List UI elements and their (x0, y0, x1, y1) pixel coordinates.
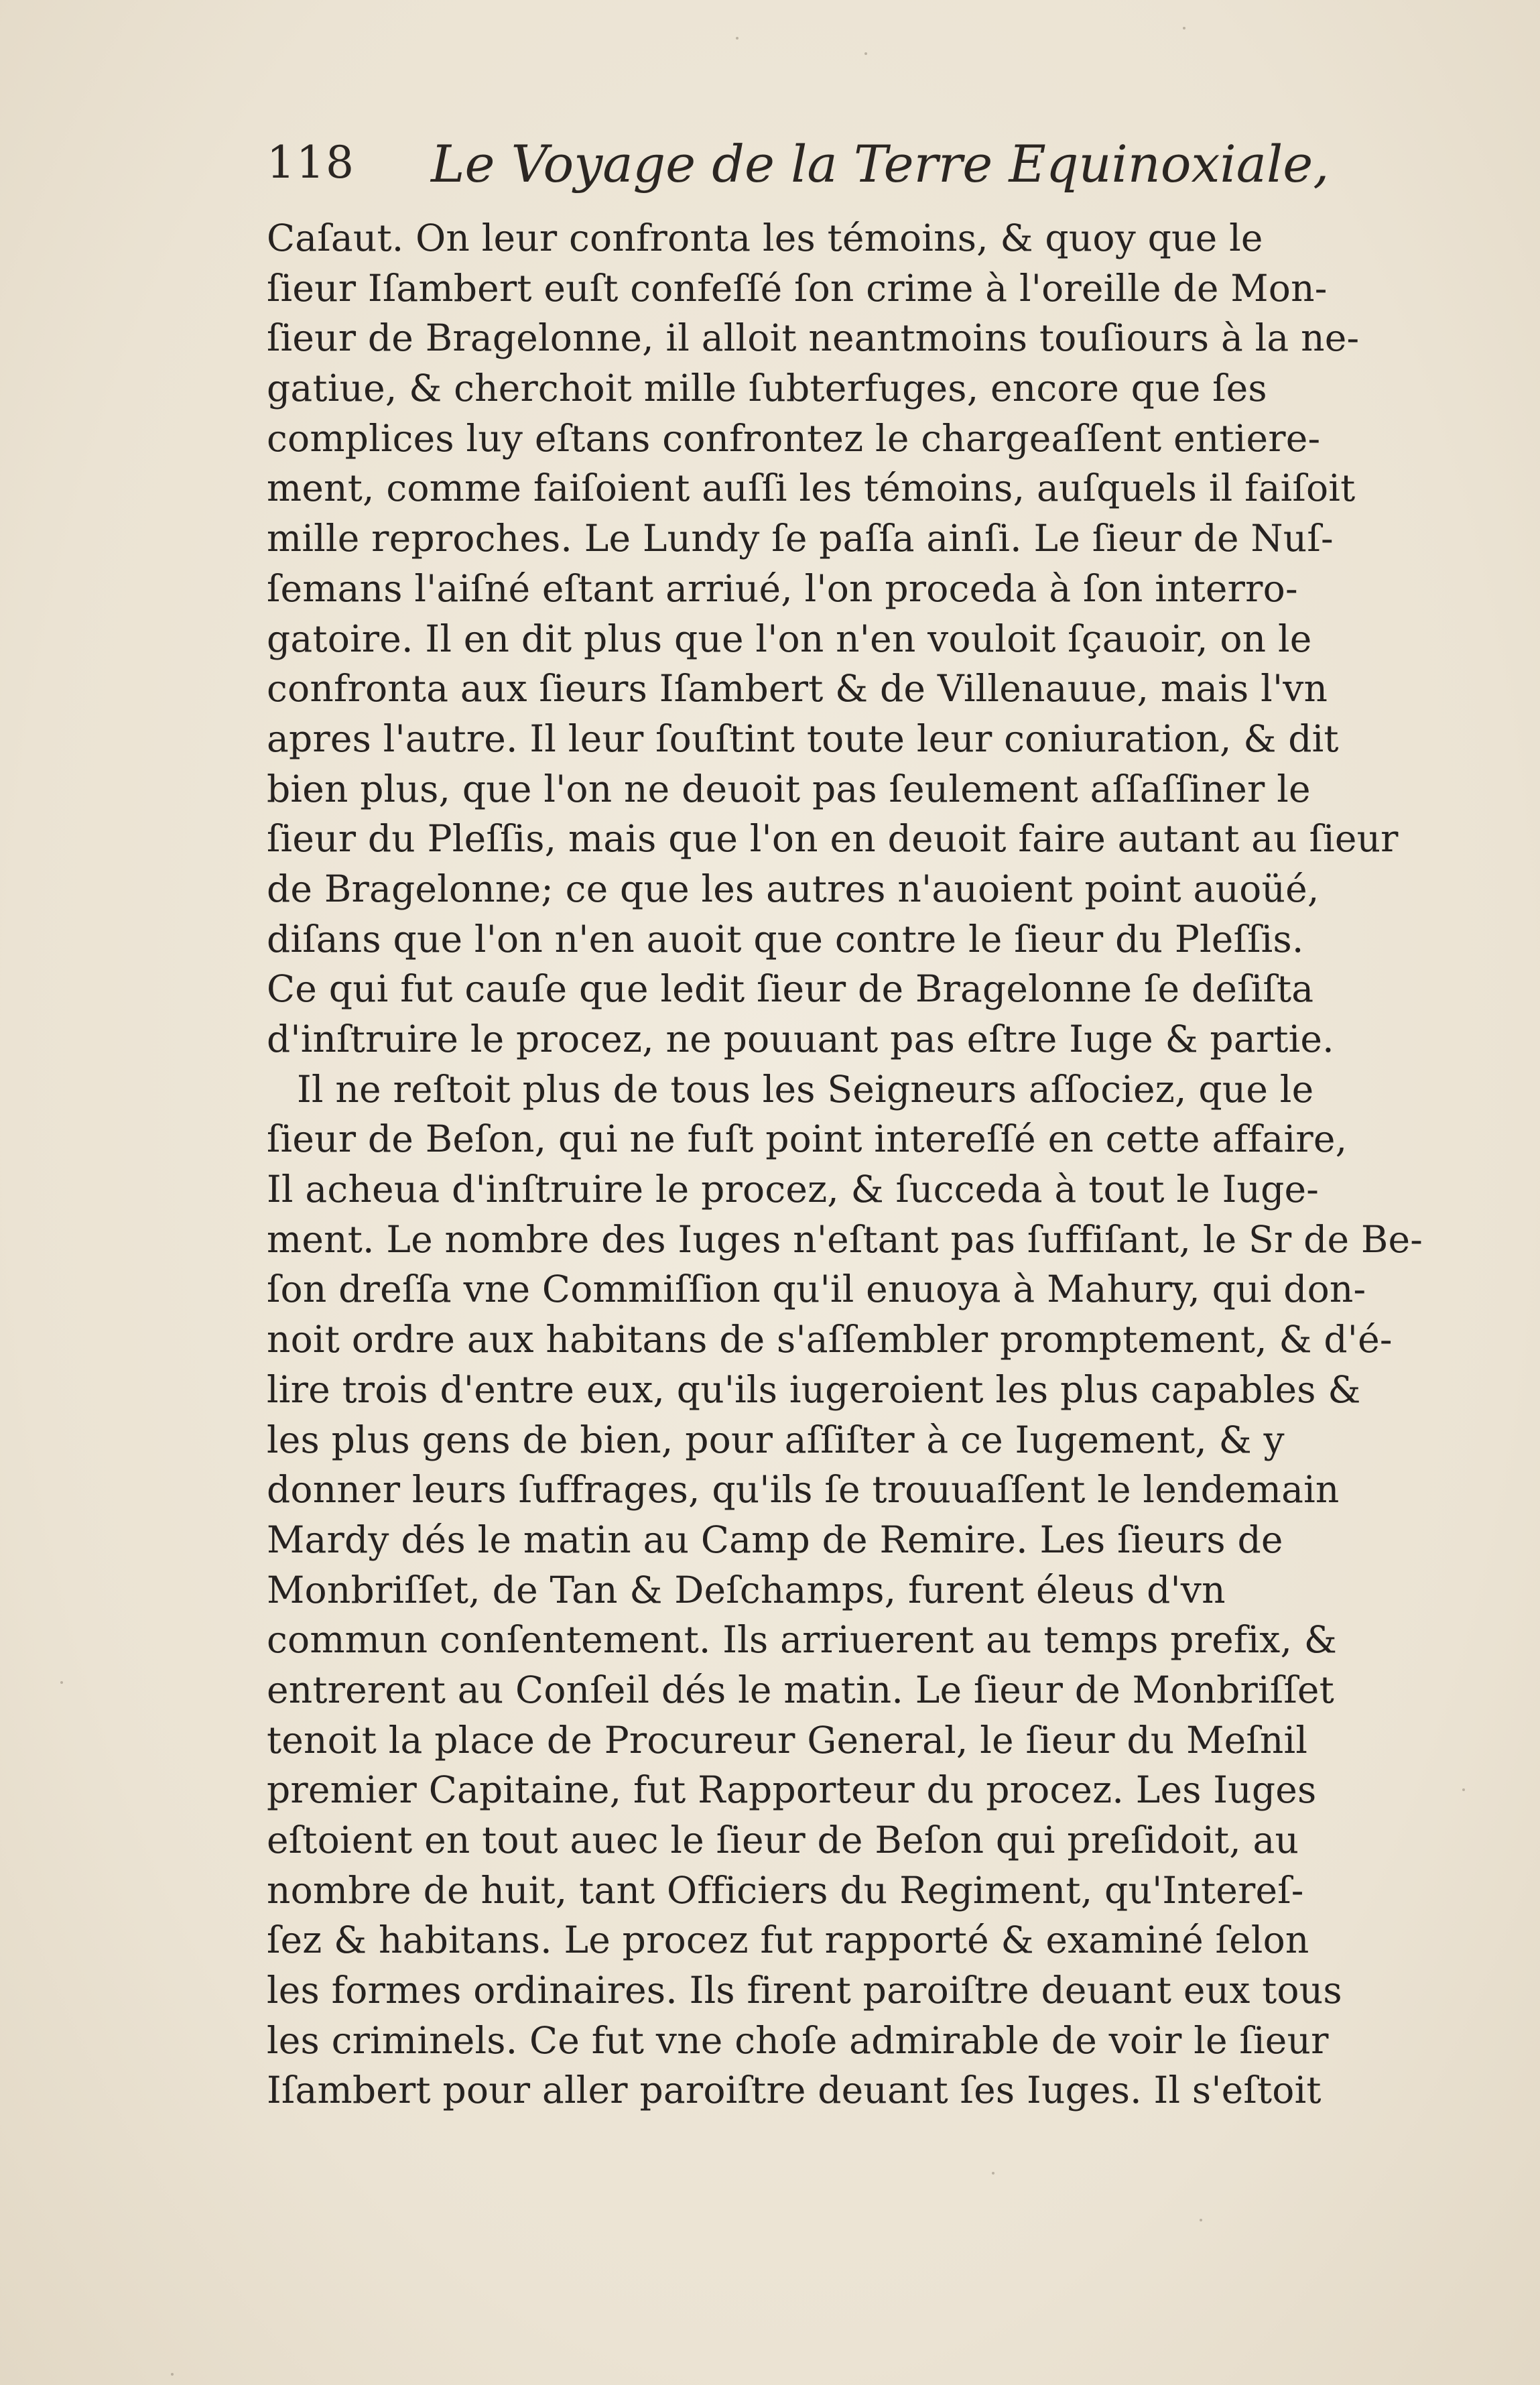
paper-speck (1462, 1788, 1465, 1791)
running-title: Le Voyage de la Terre Equinoxiale, (431, 134, 1330, 194)
text-line: Ce qui fut cauſe que ledit ſieur de Bragelonne ſe deſiſta (267, 967, 1314, 1011)
text-line: ſieur de Bragelonne, il alloit neantmoins touſiours à la ne- (267, 316, 1360, 360)
text-line: les criminels. Ce fut vne choſe admirable de voir le ſieur (267, 2018, 1329, 2062)
text-line: Mardy dés le matin au Camp de Remire. Les ſieurs de (267, 1518, 1283, 1561)
page-number: 118 (267, 137, 355, 188)
text-line: ſon dreſſa vne Commiſſion qu'il enuoya à Mahury, qui don- (267, 1268, 1366, 1311)
body-text (267, 213, 1433, 2116)
text-line: ſieur Iſambert euſt confeſſé ſon crime à l'oreille de Mon- (267, 266, 1328, 310)
text-line: Monbriſſet, de Tan & Deſchamps, furent éleus d'vn (267, 1568, 1226, 1611)
text-line: ſemans l'aiſné eſtant arriué, l'on proceda à ſon interro- (267, 566, 1298, 610)
text-line: tenoit la place de Procureur General, le ſieur du Meſnil (267, 1718, 1308, 1762)
text-line: entrerent au Conſeil dés le matin. Le ſieur de Monbriſſet (267, 1668, 1334, 1711)
text-line: ment, comme faiſoient auſſi les témoins, auſquels il faiſoit (267, 467, 1356, 510)
text-line: confronta aux ſieurs Iſambert & de Villenauue, mais l'vn (267, 667, 1328, 711)
text-line: d'inſtruire le procez, ne pouuant pas eſtre Iuge & partie. (267, 1018, 1334, 1060)
text-line: gatiue, & cherchoit mille ſubterfuges, encore que ſes (267, 367, 1267, 410)
text-line: lire trois d'entre eux, qu'ils iugeroient les plus capables & (267, 1367, 1361, 1411)
paper-speck (171, 2373, 174, 2376)
text-line: diſans que l'on n'en auoit que contre le ſieur du Pleſſis. (267, 917, 1304, 961)
text-line: Il ne reſtoit plus de tous les Seigneurs aſſociez, que le (297, 1067, 1314, 1111)
text-line: ſez & habitans. Le procez fut rapporté & examiné ſelon (267, 1918, 1309, 1962)
text-line: ſieur du Pleſſis, mais que l'on en deuoit faire autant au ſieur (267, 817, 1399, 861)
text-line: commun conſentement. Ils arriuerent au temps prefix, & (267, 1618, 1338, 1662)
text-line: les formes ordinaires. Ils firent paroiſtre deuant eux tous (267, 1969, 1342, 2012)
paper-speck (60, 1681, 63, 1684)
text-line: les plus gens de bien, pour aſſiſter à ce Iugement, & y (267, 1418, 1285, 1461)
paper-speck (1183, 27, 1185, 29)
text-line: apres l'autre. Il leur ſouſtint toute leur coniuration, & dit (267, 717, 1339, 760)
text-line: Iſambert pour aller paroiſtre deuant ſes Iuges. Il s'eſtoit (267, 2069, 1322, 2112)
paper-speck (1200, 2219, 1202, 2221)
paper-speck (736, 37, 739, 40)
text-line: Caſaut. On leur confronta les témoins, & quoy que le (267, 217, 1263, 259)
page-header (267, 134, 1330, 208)
text-line: eſtoient en tout auec le ſieur de Beſon qui preſidoit, au (267, 1819, 1299, 1861)
text-line: de Bragelonne; ce que les autres n'auoient point auoüé, (267, 867, 1320, 910)
text-line: nombre de huit, tant Officiers du Regiment, qu'Intereſ- (267, 1868, 1304, 1912)
text-line: ment. Le nombre des Iuges n'eſtant pas ſuffiſant, le Sr de Be- (267, 1217, 1423, 1261)
paper-speck (992, 2172, 994, 2175)
text-line: ſieur de Beſon, qui ne fuſt point intereſſé en cette affaire, (267, 1117, 1348, 1161)
paper-speck (864, 52, 867, 55)
text-line: Il acheua d'inſtruire le procez, & ſucceda à tout le Iuge- (267, 1168, 1320, 1211)
text-line: gatoire. Il en dit plus que l'on n'en vouloit ſçauoir, on le (267, 617, 1312, 660)
text-line: donner leurs ſuffrages, qu'ils ſe trouuaſſent le lendemain (267, 1468, 1340, 1512)
text-line: noit ordre aux habitans de s'aſſembler promptement, & d'é- (267, 1318, 1393, 1361)
text-line: bien plus, que l'on ne deuoit pas ſeulement aſſaſſiner le (267, 767, 1311, 810)
text-line: mille reproches. Le Lundy ſe paſſa ainſi. Le ſieur de Nuſ- (267, 517, 1334, 560)
text-line: premier Capitaine, fut Rapporteur du procez. Les Iuges (267, 1768, 1317, 1812)
text-line: complices luy eſtans confrontez le chargeaſſent entiere- (267, 416, 1321, 460)
